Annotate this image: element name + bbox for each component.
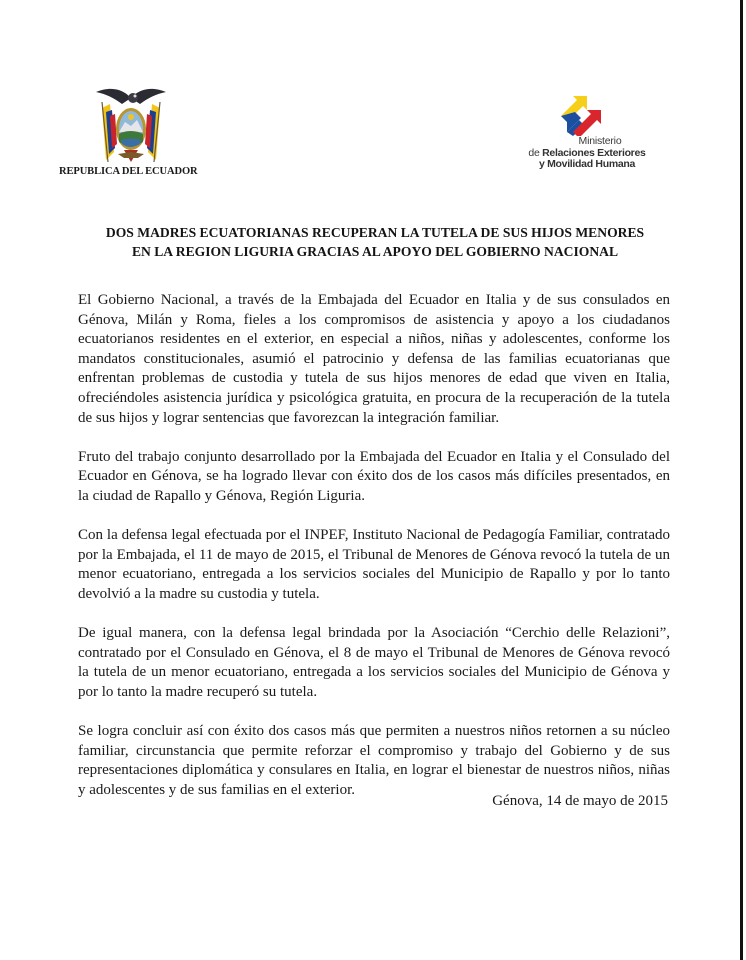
ministry-arrows-logo-icon	[559, 92, 609, 136]
paragraph-3: Con la defensa legal efectuada por el INPEF, Instituto Nacional de Pedagogía Familiar, contratado por la Embajada, el 11 de mayo de 2015, el Tribunal de Menores de Génova revocó la tutela de un menor ecuatoriano, entregada a los servicios sociales del Municipio de Rapallo y por lo tanto devolvió a la madre su custodia y tutela.	[78, 527, 670, 602]
paragraph-5: Se logra concluir así con éxito dos casos más que permiten a nuestros niños retornen a su núcleo familiar, circunstancia que permite reforzar el compromiso y trabajo del Gobierno y de sus representaciones diplomática y consulares en Italia, en lograr el bienestar de nuestros niños, niñas y adolescentes y de sus familias en el exterior.	[78, 723, 670, 798]
ministry-line-2-prefix: de	[528, 146, 543, 159]
document-body	[78, 291, 670, 820]
paragraph-2: Fruto del trabajo conjunto desarrollado por la Embajada del Ecuador en Italia y el Consulado del Ecuador en Génova, se ha logrado llevar con éxito dos de los casos más difíciles presentados, en la ciudad de Rapallo y Génova, Región Liguria.	[78, 448, 670, 504]
emblem-caption: REPUBLICA DEL ECUADOR	[59, 166, 198, 177]
page-edge-line	[740, 0, 743, 960]
ministry-line-1: Ministerio	[578, 135, 622, 147]
ministry-line-2-bold: Relaciones Exteriores	[542, 146, 646, 159]
paragraph-1: El Gobierno Nacional, a través de la Embajada del Ecuador en Italia y de sus consulados en Génova, Milán y Roma, fieles a los compromisos de asistencia y apoyo a los ciudadanos ecuatorianos residentes en el exterior, en especial a niños, niñas y adolescentes, conforme los mandatos constitucionales, asumió el patrocinio y defensa de las familias ecuatorianas que enfrentan problemas de custodia y tutela de sus hijos menores de edad que viven en Italia, ofreciéndoles asistencia jurídica y psicológica gratuita, en procura de la recuperación de la tutela de sus hijos y lograr sentencias que favorezcan la integración familiar.	[78, 292, 670, 426]
ministry-logo	[512, 88, 662, 183]
ecuador-coat-of-arms-icon	[88, 82, 174, 168]
paragraph-4: De igual manera, con la defensa legal brindada por la Asociación “Cerchio delle Relazioni”, contratado por el Consulado en Génova, el 8 de mayo el Tribunal de Menores de Génova revocó la tutela de un menor ecuatoriano, entregada a los servicios sociales del Municipio de Génova y por lo tanto la madre recuperó su tutela.	[78, 625, 670, 700]
title-line-1: DOS MADRES ECUATORIANAS RECUPERAN LA TUTELA DE SUS HIJOS MENORES	[105, 225, 645, 240]
document-title	[60, 223, 690, 261]
signoff-date: Génova, 14 de mayo de 2015	[492, 793, 668, 809]
ministry-line-3: y Movilidad Humana	[538, 158, 636, 170]
title-line-2: EN LA REGION LIGURIA GRACIAS AL APOYO DEL GOBIERNO NACIONAL	[131, 244, 619, 259]
